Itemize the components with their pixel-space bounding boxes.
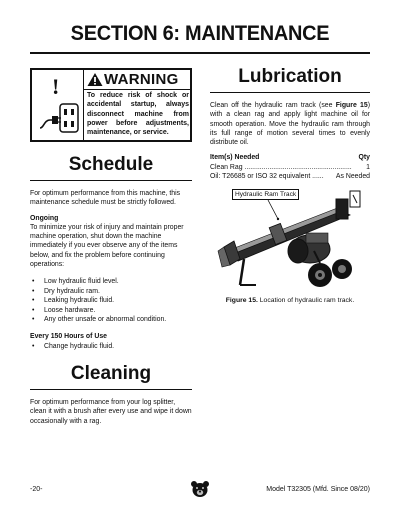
lubrication-heading: Lubrication: [238, 66, 342, 87]
hydraulic-ram-track-callout: Hydraulic Ram Track: [232, 189, 299, 200]
cleaning-text: For optimum performance from your log splitter, clean it with a brush after every use and wipe it down occasionally with a rag.: [30, 399, 192, 425]
figure-caption: [210, 296, 370, 305]
list-item: • Low hydraulic fluid level.: [30, 277, 192, 286]
warning-label: WARNING: [104, 71, 179, 88]
schedule-divider: [30, 180, 192, 181]
ongoing-list: [30, 277, 192, 324]
list-item: • Change hydraulic fluid.: [30, 342, 192, 351]
left-column: [30, 60, 192, 426]
schedule-heading: Schedule: [68, 154, 154, 175]
schedule-intro: For optimum performance from this machine, this maintenance schedule must be strictly followed.: [30, 190, 181, 207]
warning-box: [30, 68, 192, 142]
cleaning-divider: [30, 389, 192, 390]
figure-reference: Figure 15: [335, 102, 368, 109]
warning-icon-panel: [32, 70, 84, 140]
list-item: • Leaking hydraulic fluid.: [30, 296, 192, 305]
cleaning-heading: Cleaning: [70, 363, 152, 385]
figure-15-illustration: [210, 189, 370, 293]
unplug-icon: [38, 102, 80, 134]
every150-list: [30, 342, 192, 351]
item-name: Oil: T26685 or ISO 32 equivalent ......: [210, 173, 324, 181]
model-info: Model T32305 (Mfd. Since 08/20): [266, 486, 370, 493]
ongoing-heading: Ongoing: [30, 214, 59, 222]
page-title: SECTION 6: MAINTENANCE: [70, 22, 330, 45]
warning-header: [84, 70, 190, 90]
figure-caption-label: Figure 15.: [225, 297, 258, 305]
bear-logo-icon: [190, 480, 210, 498]
item-qty: As Needed: [335, 173, 370, 181]
item-qty: 1: [366, 163, 370, 171]
exclamation-icon: !: [52, 74, 60, 99]
right-column: [210, 66, 370, 305]
qty-header: Qty: [358, 154, 370, 162]
table-header: [210, 153, 370, 162]
items-header: Item(s) Needed: [210, 154, 260, 162]
table-row: [210, 172, 370, 181]
lubrication-text-part: Clean off the hydraulic ram track (see: [210, 102, 336, 109]
warning-triangle-icon: [87, 72, 103, 87]
title-divider: [30, 52, 370, 54]
list-item: • Any other unsafe or abnormal condition.: [30, 315, 192, 324]
ongoing-text: To minimize your risk of injury and maintain proper machine operation, shut down the machine immediately if you ever observe any of the items below, and fix the problem before continuing operations:: [30, 223, 184, 269]
lubrication-text-part: ) with a clean rag and apply light machine oil for smooth operation. Move the hydraulic ram through its full range of motion several times to evenly distribute oil.: [210, 102, 370, 147]
lubrication-divider: [210, 92, 370, 93]
warning-text: To reduce risk of shock or accidental startup, always disconnect machine from power before adjustments, maintenance, or service.: [87, 92, 189, 137]
table-row: [210, 163, 370, 172]
page-number: -20-: [30, 486, 43, 493]
log-splitter-drawing: [210, 189, 370, 293]
item-name: Clean Rag ........................................................: [210, 163, 352, 171]
list-item: • Dry hydraulic ram.: [30, 287, 192, 296]
figure-caption-text: Location of hydraulic ram track.: [257, 297, 355, 305]
lubrication-text: [210, 101, 370, 147]
items-needed-table: [210, 153, 370, 181]
every150-heading: Every 150 Hours of Use: [30, 333, 107, 341]
list-item: • Loose hardware.: [30, 306, 192, 315]
